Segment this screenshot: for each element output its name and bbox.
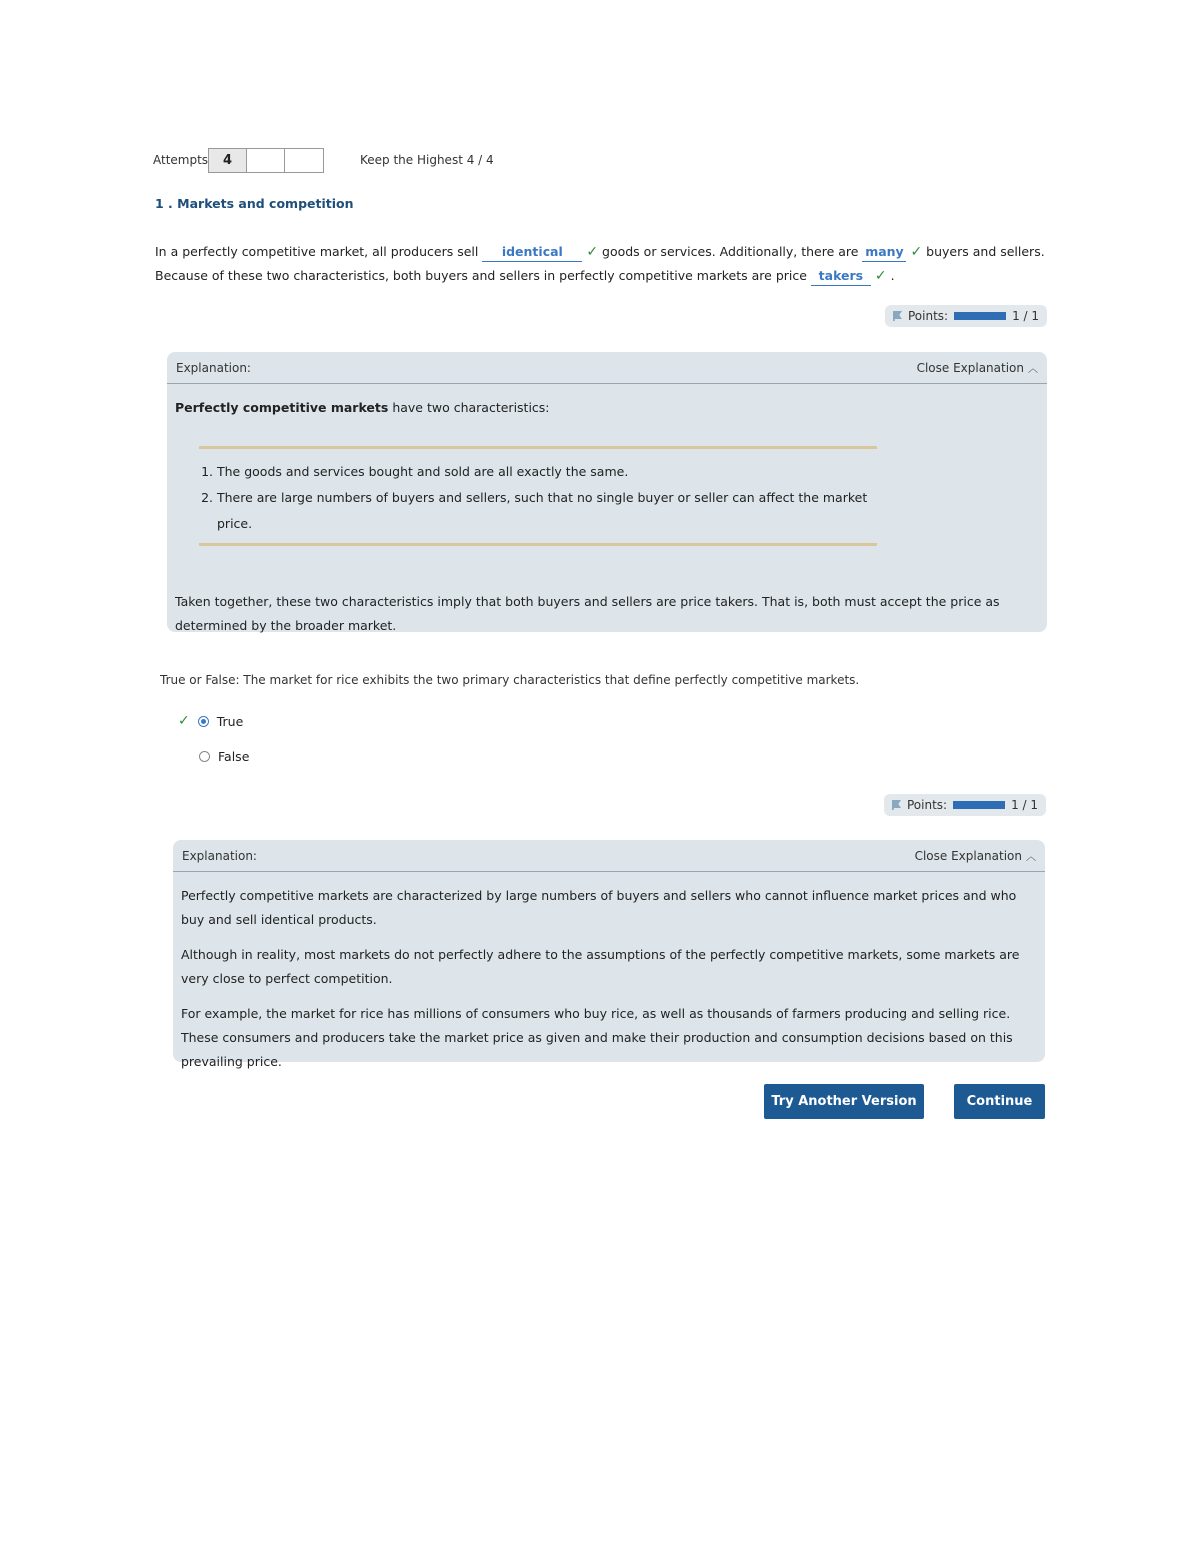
attempts-label: Attempts bbox=[153, 153, 209, 167]
points-value: 1 / 1 bbox=[1011, 798, 1039, 812]
question-text-segment: buyers and sellers. bbox=[922, 244, 1045, 259]
characteristics-list-box bbox=[199, 446, 877, 546]
question-text-segment: In a perfectly competitive market, all producers sell bbox=[155, 244, 483, 259]
explanation-header bbox=[167, 352, 1047, 384]
close-explanation-label: Close Explanation bbox=[914, 849, 1022, 863]
explanation-body bbox=[173, 884, 1045, 1074]
explanation-paragraph: Perfectly competitive markets are characterized by large numbers of buyers and sellers who cannot influence market prices and who buy and sell identical products. bbox=[181, 888, 1017, 927]
close-explanation-label: Close Explanation bbox=[916, 361, 1024, 375]
keep-highest-label: Keep the Highest 4 / 4 bbox=[360, 153, 494, 167]
question-text-segment: goods or services. Additionally, there are bbox=[598, 244, 863, 259]
attempt-slot: 4 bbox=[208, 148, 246, 173]
explanation-body bbox=[167, 396, 1047, 638]
check-icon: ✓ bbox=[874, 268, 887, 284]
explanation-conclusion: Taken together, these two characteristics imply that both buyers and sellers are price takers. That is, both must accept the price as determined by the broader market. bbox=[175, 594, 1000, 633]
option-false-row bbox=[199, 749, 249, 764]
points-bar bbox=[954, 312, 1006, 320]
answer-blank-takers[interactable]: takers bbox=[811, 267, 871, 286]
attempt-boxes bbox=[208, 148, 324, 173]
points-bar bbox=[953, 801, 1005, 809]
check-icon: ✓ bbox=[178, 713, 190, 729]
list-item: 1. The goods and services bought and sold are all exactly the same. bbox=[217, 459, 877, 485]
flag-icon bbox=[892, 800, 901, 810]
attempt-slot bbox=[284, 148, 324, 173]
explanation-panel bbox=[167, 352, 1047, 632]
chevron-up-icon: ︿ bbox=[1028, 364, 1038, 375]
points-badge bbox=[884, 794, 1046, 816]
radio-false[interactable] bbox=[199, 751, 210, 762]
characteristics-list bbox=[199, 459, 877, 537]
explanation-intro bbox=[175, 396, 1039, 420]
chevron-up-icon: ︿ bbox=[1026, 852, 1036, 863]
option-false-label[interactable]: False bbox=[218, 749, 250, 764]
check-icon: ✓ bbox=[586, 244, 599, 260]
question-title: 1 . Markets and competition bbox=[155, 196, 354, 211]
question-text-segment: Because of these two characteristics, both buyers and sellers in perfectly competitive markets are price bbox=[155, 268, 811, 283]
check-icon: ✓ bbox=[910, 244, 923, 260]
explanation-intro-text: have two characteristics: bbox=[388, 400, 550, 415]
list-item: 2. There are large numbers of buyers and sellers, such that no single buyer or seller can affect the market price. bbox=[217, 485, 877, 537]
close-explanation-button[interactable] bbox=[917, 360, 1038, 375]
question-text bbox=[155, 240, 1055, 288]
try-another-version-button[interactable]: Try Another Version bbox=[764, 1084, 924, 1119]
points-label: Points: bbox=[908, 309, 949, 323]
points-label: Points: bbox=[907, 798, 948, 812]
explanation-header bbox=[173, 840, 1045, 872]
explanation-title: Explanation: bbox=[176, 360, 251, 375]
close-explanation-button[interactable] bbox=[915, 848, 1036, 863]
explanation-panel bbox=[173, 840, 1045, 1069]
explanation-title: Explanation: bbox=[182, 848, 257, 863]
points-value: 1 / 1 bbox=[1012, 309, 1040, 323]
option-true-label[interactable]: True bbox=[216, 713, 244, 729]
explanation-paragraph: Although in reality, most markets do not perfectly adhere to the assumptions of the perfectly competitive markets, some markets are very close to perfect competition. bbox=[181, 947, 1020, 986]
true-false-prompt: True or False: The market for rice exhibits the two primary characteristics that define perfectly competitive markets. bbox=[160, 673, 860, 687]
answer-blank-many[interactable]: many bbox=[862, 243, 906, 262]
flag-icon bbox=[893, 311, 902, 321]
explanation-paragraph: For example, the market for rice has millions of consumers who buy rice, as well as thousands of farmers producing and selling rice. These consumers and producers take the market price as given and make their production and consumption decisions based on this prevailing price. bbox=[181, 1006, 1013, 1069]
points-badge bbox=[885, 305, 1047, 327]
option-true-row bbox=[178, 713, 243, 729]
explanation-intro-bold: Perfectly competitive markets bbox=[175, 400, 389, 415]
answer-blank-identical[interactable]: identical bbox=[482, 243, 582, 262]
question-text-segment: . bbox=[886, 268, 895, 283]
radio-true[interactable] bbox=[198, 716, 209, 727]
continue-button[interactable]: Continue bbox=[954, 1084, 1045, 1119]
attempt-slot bbox=[246, 148, 284, 173]
